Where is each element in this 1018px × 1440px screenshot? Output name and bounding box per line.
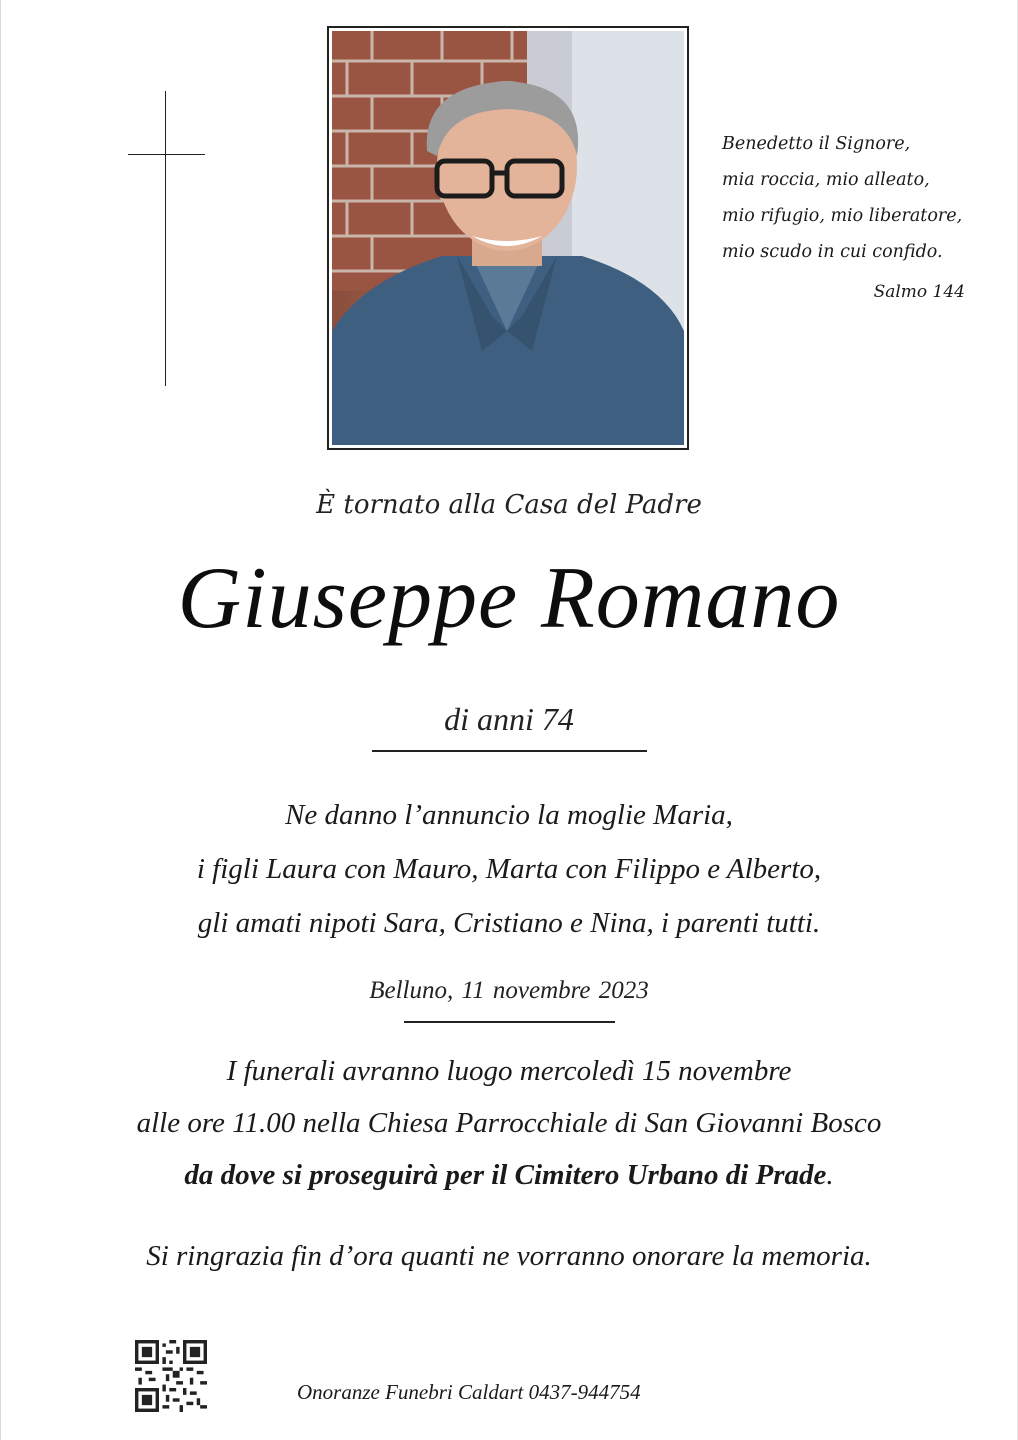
funeral-info	[0, 1045, 1018, 1201]
cross-vertical-bar	[165, 91, 166, 386]
date-divider	[404, 1021, 615, 1023]
portrait-photo-frame	[327, 26, 689, 450]
psalm-line: Benedetto il Signore,	[722, 134, 911, 154]
portrait-illustration	[332, 31, 684, 445]
psalm-line: mia roccia, mio alleato,	[722, 170, 930, 190]
deceased-name: Giuseppe Romano	[177, 550, 841, 647]
announcement-line: i figli Laura con Mauro, Marta con Filippo e Alberto,	[196, 853, 822, 885]
psalm-source: Salmo 144	[873, 282, 965, 302]
place-date: Belluno, 11 novembre 2023	[369, 977, 649, 1004]
portrait-photo	[332, 31, 684, 445]
announcement	[0, 788, 1018, 950]
funeral-cemetery: da dove si proseguirà per il Cimitero Urbano di Prade	[184, 1159, 827, 1191]
announcement-line: gli amati nipoti Sara, Cristiano e Nina, i parenti tutti.	[197, 907, 821, 939]
psalm-quote	[722, 126, 992, 270]
funeral-line: I funerali avranno luogo mercoledì 15 novembre	[226, 1055, 792, 1087]
funeral-home-footer: Onoranze Funebri Caldart 0437-944754	[297, 1380, 641, 1404]
psalm-line: mio rifugio, mio liberatore,	[722, 206, 963, 226]
cross-horizontal-bar	[128, 154, 205, 155]
announcement-line: Ne danno l’annuncio la moglie Maria,	[285, 799, 733, 831]
qr-code-icon	[135, 1340, 207, 1412]
funeral-line: alle ore 11.00 nella Chiesa Parrocchiale di San Giovanni Bosco	[136, 1107, 882, 1139]
age-divider	[372, 750, 647, 752]
funeral-period: .	[826, 1159, 834, 1191]
funeral-line-bold	[0, 1149, 1018, 1201]
thanks-text: Si ringrazia fin d’ora quanti ne vorranno onorare la memoria.	[146, 1240, 872, 1272]
psalm-line: mio scudo in cui confido.	[722, 242, 943, 262]
intro-text: È tornato alla Casa del Padre	[316, 490, 702, 520]
age-text: di anni 74	[444, 701, 574, 737]
